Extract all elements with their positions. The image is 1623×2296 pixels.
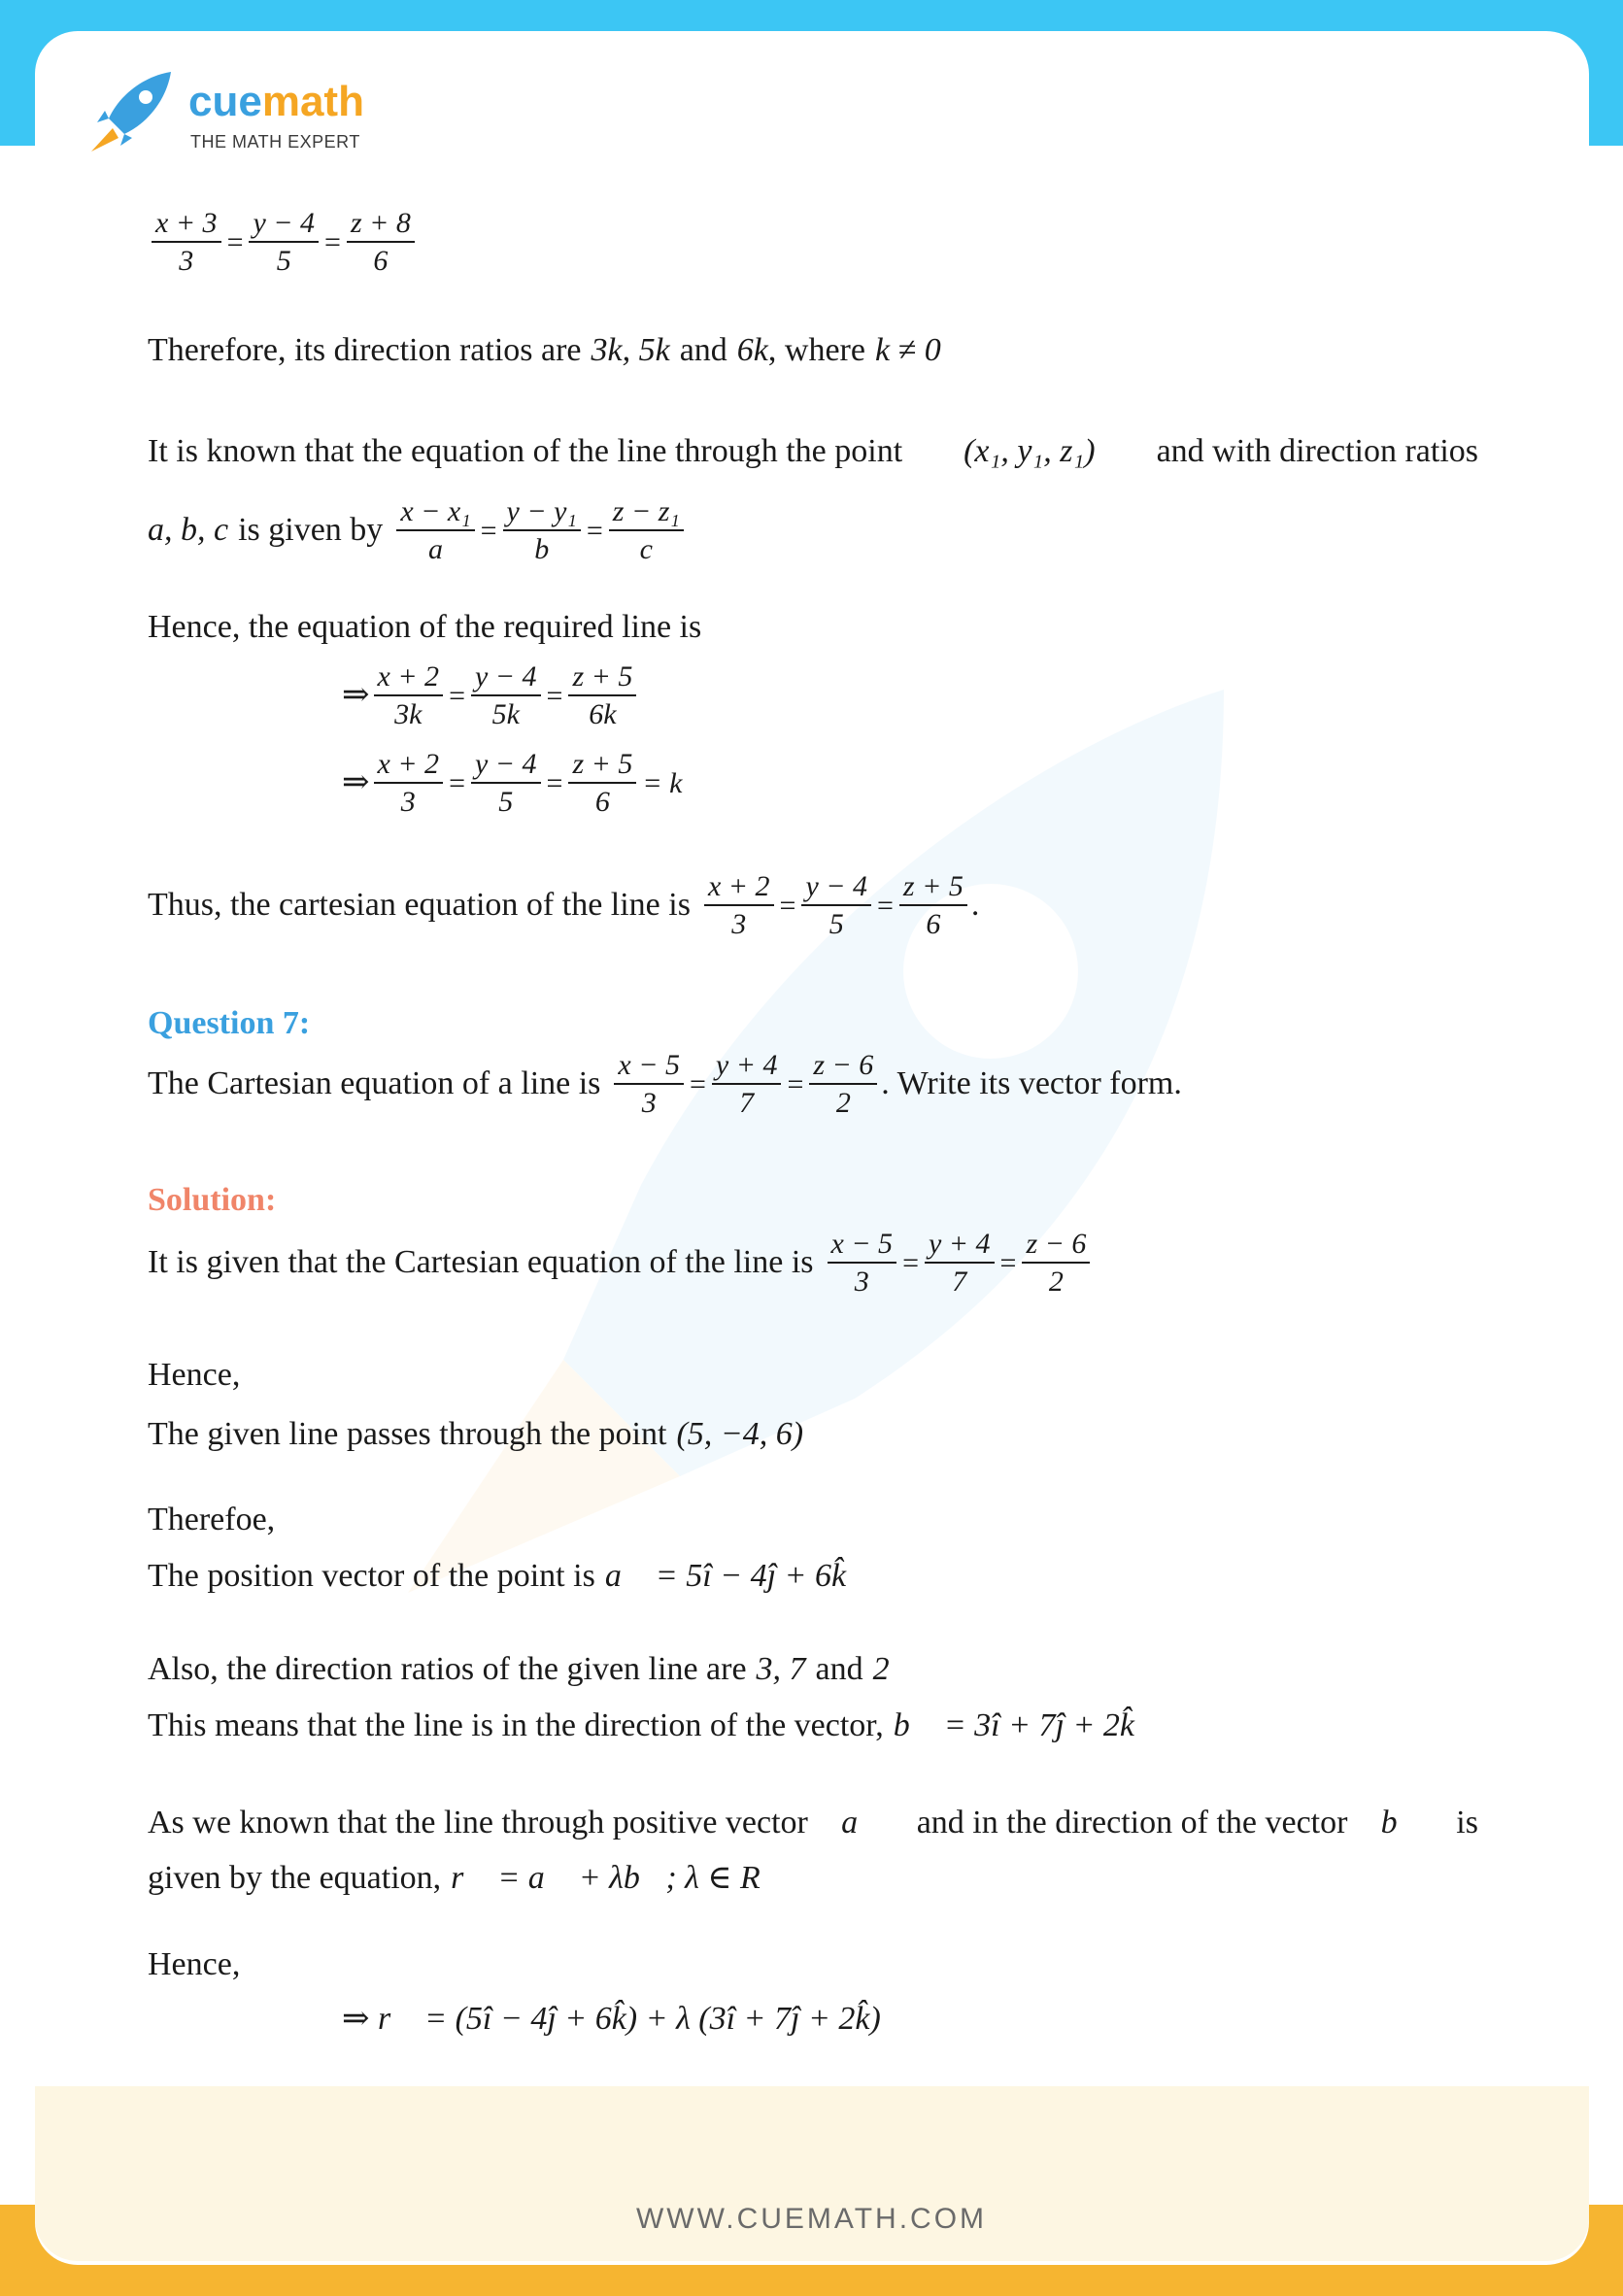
frac-den: 2 <box>835 1087 851 1119</box>
frac-num: y + 4 <box>925 1228 995 1264</box>
frac-num: x + 3 <box>152 207 221 243</box>
dr-where: , where <box>767 332 865 368</box>
passes-text: The given line passes through the point <box>148 1416 667 1452</box>
frac-den: 7 <box>739 1087 755 1119</box>
given-by-eq-text: given by the equation, <box>148 1860 442 1896</box>
frac-num: z − z₁ <box>609 495 684 531</box>
frac-den: 5 <box>276 245 291 277</box>
frac-num: y − 4 <box>801 870 871 906</box>
brand-tagline: THE MATH EXPERT <box>190 132 360 152</box>
position-line <box>148 1558 846 1594</box>
also-text: Also, the direction ratios of the given line are <box>148 1651 747 1687</box>
frac-num: z + 8 <box>347 207 415 243</box>
dr-math-1: 3k, 5k <box>591 332 670 368</box>
frac-den: 6 <box>594 786 610 818</box>
frac-den: c <box>639 533 653 565</box>
frac-num: z − 6 <box>809 1049 877 1085</box>
dr-math-3: k ≠ 0 <box>874 332 941 368</box>
frac-den: 3 <box>179 245 194 277</box>
brand-name <box>188 78 364 126</box>
given-line: It is given that the Cartesian equation of the line is $\frac{x - 5}{3}$ = $\frac{y + 4}{7}$ = $\frac{z - 6}{2}$ <box>148 1228 1094 1298</box>
hence-1: Hence, <box>148 1357 241 1393</box>
therefoe-line: Therefoe, <box>148 1502 276 1537</box>
means-text: This means that the line is in the direction of the vector, <box>148 1707 884 1743</box>
frac-den: 3 <box>641 1087 657 1119</box>
frac-num: z + 5 <box>899 870 967 906</box>
frac-den: 3 <box>400 786 416 818</box>
hence-required-line: Hence, the equation of the required line is <box>148 609 702 645</box>
frac-den: 7 <box>952 1266 967 1298</box>
known2-b: b⃗ <box>1380 1805 1424 1840</box>
question-text: The Cartesian equation of a line is $\frac{x - 5}{3}$ = $\frac{y + 4}{7}$ = $\frac{z - 6}{2}$ . Write its vector form. <box>148 1049 1182 1119</box>
dr-text: Therefore, its direction ratios are <box>148 332 582 368</box>
given-by-eq: r⃗ = a⃗ + λb⃗; λ ∈ R <box>451 1860 761 1896</box>
known2-text-1: As we known that the line through positive vector <box>148 1805 808 1840</box>
given-text: It is given that the Cartesian equation of the line is <box>148 1244 814 1281</box>
frac-den: 3 <box>731 908 747 940</box>
means-line <box>148 1707 1134 1743</box>
frac-num: x − x₁ <box>396 495 474 531</box>
also-and: and <box>815 1651 863 1687</box>
hence-2: Hence, <box>148 1946 241 1982</box>
implies-symbol: ⇒ <box>342 764 370 801</box>
given-by-eq-line <box>148 1860 761 1896</box>
frac-den: b <box>534 533 550 565</box>
frac-den: 5 <box>498 786 514 818</box>
passes-line <box>148 1416 803 1452</box>
q-text-2: . Write its vector form. <box>881 1065 1182 1102</box>
known-text-1: It is known that the equation of the line through the point <box>148 433 903 469</box>
known-text-2: and with direction ratios <box>1156 433 1478 469</box>
frac-num: x + 2 <box>374 660 444 696</box>
also-math-2: 2 <box>872 1651 890 1687</box>
frac-num: y − y₁ <box>503 495 581 531</box>
brand-name-part1: cue <box>188 78 262 125</box>
frac-num: y − 4 <box>471 748 541 784</box>
frac-num: y − 4 <box>249 207 319 243</box>
frac-num: x + 2 <box>704 870 774 906</box>
frac-num: x − 5 <box>614 1049 684 1085</box>
question-heading: Question 7: <box>148 1005 311 1041</box>
rocket-watermark-icon <box>389 680 1243 1612</box>
frac-den: 3k <box>394 698 423 730</box>
q-text-1: The Cartesian equation of a line is <box>148 1065 601 1102</box>
means-eq: b⃗ = 3î + 7ĵ + 2k̂ <box>893 1707 1135 1743</box>
step-2-tail: = k <box>642 766 683 799</box>
position-eq: a⃗ = 5î − 4ĵ + 6k̂ <box>604 1558 847 1594</box>
frac-den: 3 <box>854 1266 869 1298</box>
frac-num: z + 5 <box>568 660 636 696</box>
also-math-1: 3, 7 <box>756 1651 806 1687</box>
step-2: ⇒ $\frac{x + 2}{3}$ = $\frac{y - 4}{5}$ = $\frac{z + 5}{6}$ = k <box>342 748 683 818</box>
thus-text: Thus, the cartesian equation of the line is <box>148 887 691 924</box>
known-line <box>148 433 1478 469</box>
known2-text-2: and in the direction of the vector <box>916 1805 1348 1840</box>
frac-num: x + 2 <box>374 748 444 784</box>
frac-den: 6 <box>373 245 389 277</box>
implies-symbol: ⇒ <box>342 677 370 714</box>
known2-a: a⃗ <box>841 1805 884 1840</box>
frac-num: z − 6 <box>1022 1228 1090 1264</box>
dr-and: and <box>679 332 727 368</box>
thus-line: Thus, the cartesian equation of the line is $\frac{x + 2}{3}$ = $\frac{y - 4}{5}$ = $\frac{z + 5}{6}$ . <box>148 870 980 940</box>
equation-top: $\frac{x + 3}{3}$ = $\frac{y - 4}{5}$ = $\frac{z + 8}{6}$ <box>148 207 419 277</box>
given-by-line: a, b, c is given by $\frac{\text{x − x₁}}{a}$ = $\frac{\text{y − y₁}}{b}$ = $\frac{\text{z − z₁}}{c}$ <box>148 495 688 565</box>
period: . <box>970 887 980 924</box>
abc-text: a, b, c <box>148 512 229 549</box>
frac-den: 5k <box>491 698 520 730</box>
known-point: (x₁, y₁, z₁) <box>964 433 1096 469</box>
frac-num: y − 4 <box>471 660 541 696</box>
position-text: The position vector of the point is <box>148 1558 595 1594</box>
frac-num: z + 5 <box>568 748 636 784</box>
frac-den: 5 <box>828 908 844 940</box>
solution-heading: Solution: <box>148 1182 277 1218</box>
dr-math-2: 6k <box>736 332 768 368</box>
passes-point: (5, −4, 6) <box>676 1416 804 1452</box>
known2-line <box>148 1805 1478 1840</box>
equals-sign: = <box>226 225 244 258</box>
also-line <box>148 1651 890 1687</box>
frac-num: x − 5 <box>828 1228 897 1264</box>
frac-den: 6 <box>926 908 941 940</box>
step-1: ⇒ $\frac{x + 2}{3k}$ = $\frac{y - 4}{5k}$ = $\frac{z + 5}{6k}$ <box>342 660 640 730</box>
brand-name-part2: math <box>261 78 364 125</box>
footer-url[interactable]: WWW.CUEMATH.COM <box>635 2203 988 2235</box>
frac-num: y + 4 <box>712 1049 782 1085</box>
final-equation: ⇒ r⃗ = (5î − 4ĵ + 6k̂) + λ (3î + 7ĵ + 2k̂) <box>342 2001 881 2037</box>
frac-den: a <box>427 533 443 565</box>
rocket-logo-icon <box>87 68 175 155</box>
known2-is: is <box>1456 1805 1478 1840</box>
frac-den: 6k <box>589 698 617 730</box>
frac-den: 2 <box>1048 1266 1064 1298</box>
direction-ratios-line <box>148 332 941 368</box>
given-by-text: is given by <box>238 512 384 549</box>
